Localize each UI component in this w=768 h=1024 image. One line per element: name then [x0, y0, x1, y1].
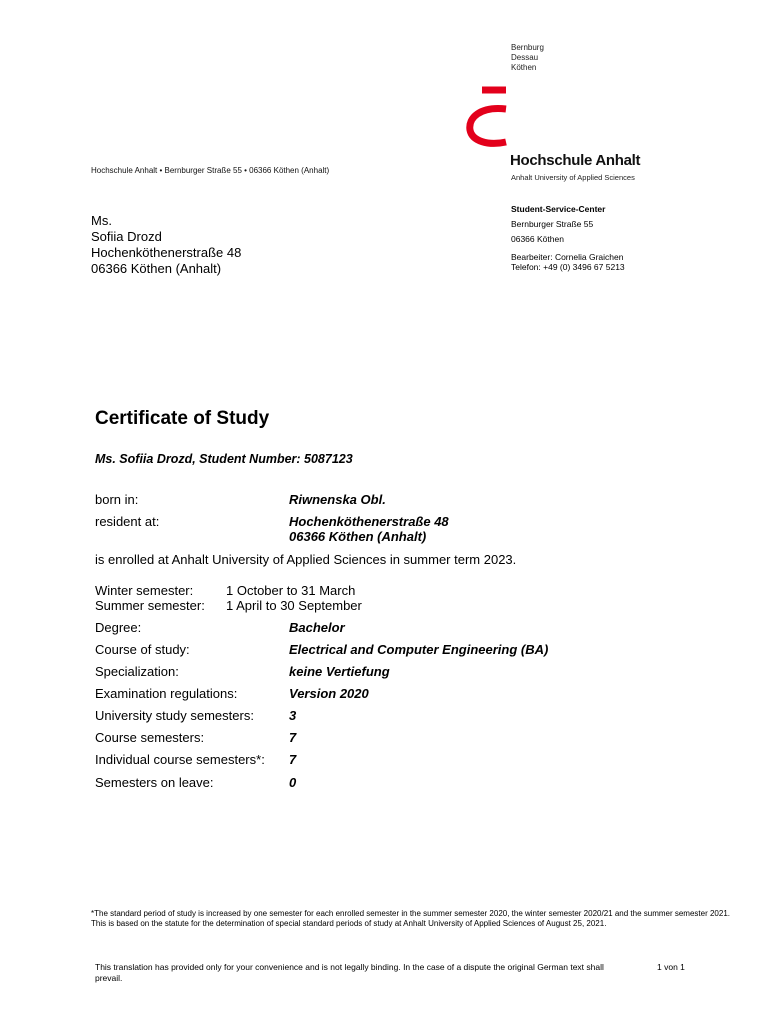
city-dessau: Dessau — [511, 53, 539, 62]
university-logo-icon — [466, 86, 510, 150]
detail-value: 7 — [289, 752, 297, 767]
student-line: Ms. Sofiia Drozd, Student Number: 5087123 — [95, 452, 353, 466]
detail-label: Course semesters: — [95, 730, 205, 745]
translation-disclaimer: This translation has provided only for your convenience and is not legally binding. In the case of a dispute the original German text shall prevail. — [95, 962, 604, 983]
detail-label: Semesters on leave: — [95, 775, 214, 790]
resident-line-1: Hochenköthenerstraße 48 — [289, 514, 449, 529]
university-name: Hochschule Anhalt — [510, 152, 641, 169]
sender-address-line: Hochschule Anhalt • Bernburger Straße 55 • 06366 Köthen (Anhalt) — [91, 166, 330, 175]
recipient-street: Hochenköthenerstraße 48 — [91, 245, 242, 260]
detail-value: Version 2020 — [289, 686, 369, 701]
detail-label: Examination regulations: — [95, 686, 238, 701]
office-city: 06366 Köthen — [511, 234, 564, 244]
detail-value: Bachelor — [289, 620, 345, 635]
detail-label: Specialization: — [95, 664, 179, 679]
office-phone: Telefon: +49 (0) 3496 67 5213 — [511, 262, 625, 272]
detail-value: Electrical and Computer Engineering (BA) — [289, 642, 549, 657]
resident-line-2: 06366 Köthen (Anhalt) — [289, 529, 427, 544]
born-value: Riwnenska Obl. — [289, 492, 386, 507]
city-koethen: Köthen — [511, 63, 537, 72]
detail-value: 7 — [289, 730, 297, 745]
summer-semester-value: 1 April to 30 September — [226, 598, 362, 613]
office-department: Student-Service-Center — [511, 204, 606, 214]
footnote: *The standard period of study is increased by one semester for each enrolled semester in the summer semester 2020, the winter semester 2020/21 and the summer semester 2021. This is based on the statute for the determination of special standard periods of study at Anhalt University of Applied Sciences of August 25, 2021. — [91, 909, 730, 928]
detail-label: University study semesters: — [95, 708, 254, 723]
detail-value: 3 — [289, 708, 297, 723]
office-clerk: Bearbeiter: Cornelia Graichen — [511, 252, 624, 262]
recipient-name: Sofiia Drozd — [91, 229, 162, 244]
recipient-city: 06366 Köthen (Anhalt) — [91, 261, 222, 276]
winter-semester-value: 1 October to 31 March — [226, 583, 356, 598]
office-street: Bernburger Straße 55 — [511, 219, 594, 229]
detail-label: Individual course semesters*: — [95, 752, 265, 767]
university-subtitle: Anhalt University of Applied Sciences — [511, 173, 635, 182]
winter-semester-label: Winter semester: — [95, 583, 194, 598]
summer-semester-label: Summer semester: — [95, 598, 205, 613]
city-bernburg: Bernburg — [511, 43, 544, 52]
recipient-salutation: Ms. — [91, 213, 112, 228]
page-number: 1 von 1 — [657, 962, 685, 972]
document-title: Certificate of Study — [95, 408, 270, 429]
resident-label: resident at: — [95, 514, 160, 529]
enrolled-statement: is enrolled at Anhalt University of Applied Sciences in summer term 2023. — [95, 552, 517, 567]
detail-label: Course of study: — [95, 642, 190, 657]
logo-cities — [511, 43, 544, 73]
detail-value: keine Vertiefung — [289, 664, 390, 679]
detail-label: Degree: — [95, 620, 142, 635]
born-label: born in: — [95, 492, 139, 507]
detail-value: 0 — [289, 775, 297, 790]
recipient-address — [91, 213, 241, 277]
office-info — [511, 202, 625, 272]
